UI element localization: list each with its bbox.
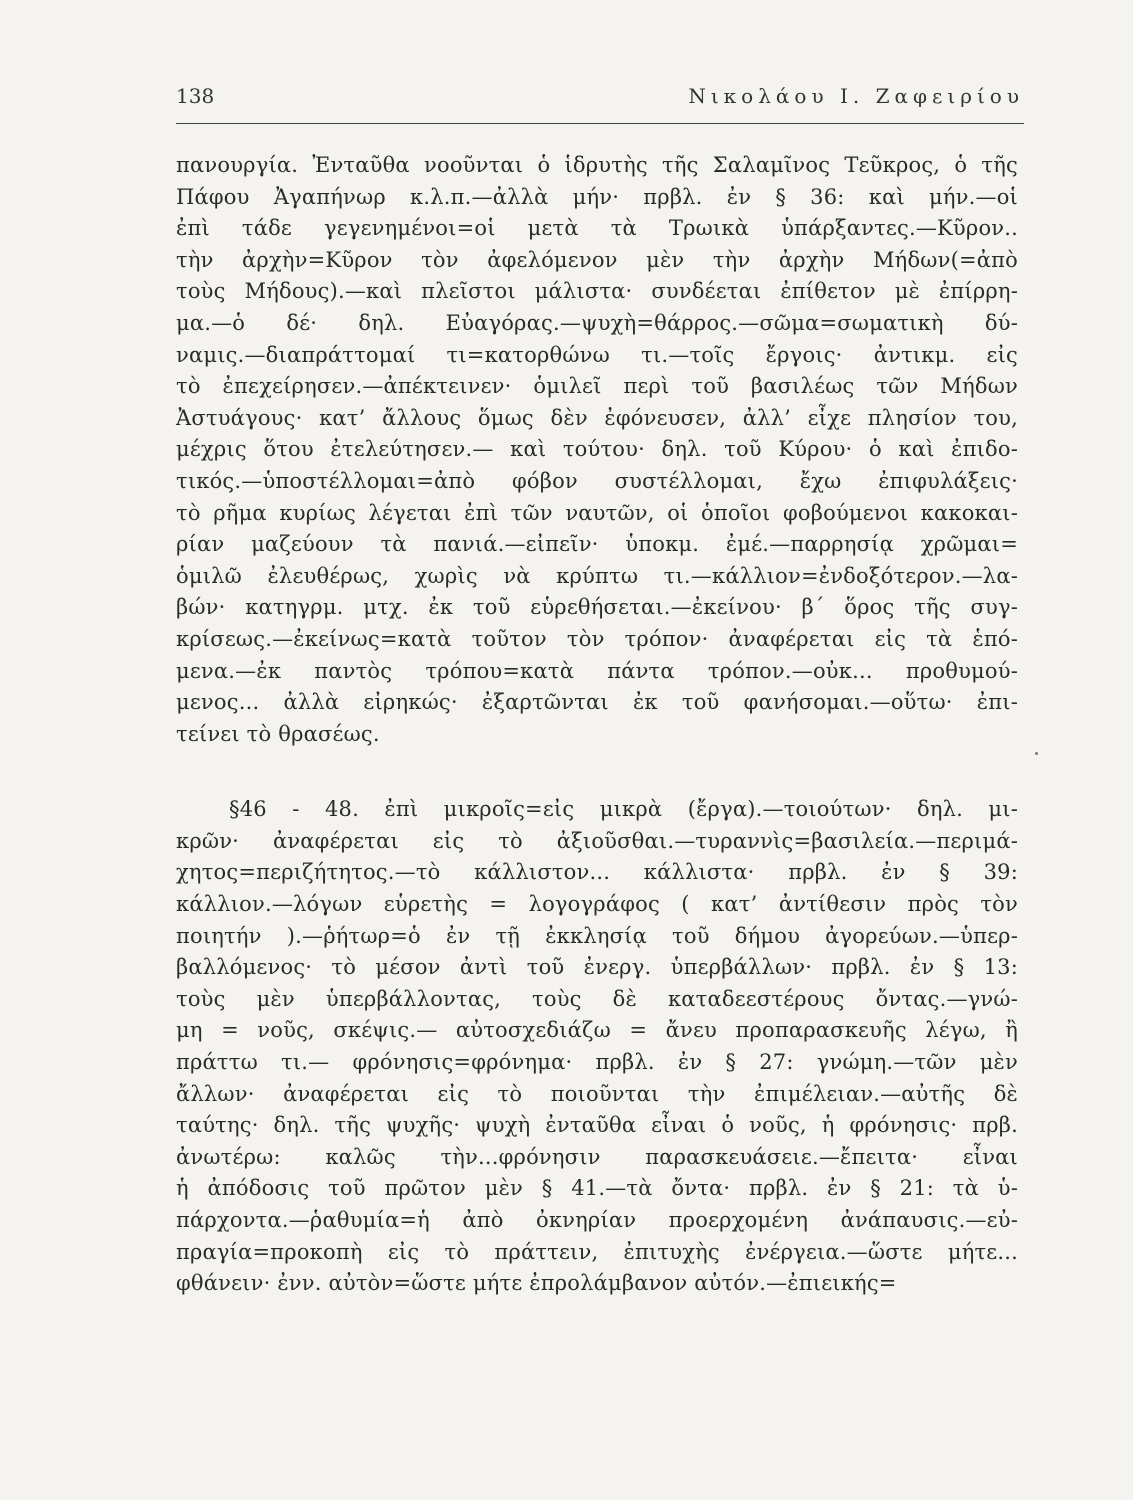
paragraph-gap: [176, 750, 1018, 794]
text-line: πραγία=προκοπὴ εἰς τὸ πράττειν, ἐπιτυχὴς ἐνέργεια.—ὥστε μήτε...: [176, 1239, 1018, 1264]
text-line: τείνει τὸ θρασέως.: [176, 721, 380, 746]
text-line: πάρχοντα.—ῥαθυμία=ἡ ἀπὸ ὀκνηρίαν προερχομένη ἀνάπαυσις.—εὐ-: [176, 1208, 1018, 1232]
text-line: ὁμιλῶ ἐλευθέρως, χωρὶς νὰ κρύπτω τι.—κάλλιον=ἐνδοξότερον.—λα-: [176, 563, 1018, 588]
text-line: ἡ ἀπόδοσις τοῦ πρῶτον μὲν § 41.—τὰ ὄντα· πρβλ. ἐν § 21: τὰ ὑ-: [176, 1176, 1018, 1201]
text-line: πράττω τι.— φρόνησις=φρόνημα· πρβλ. ἐν § 27: γνώμη.—τῶν μὲν: [176, 1050, 1018, 1075]
text-line: §46 - 48. ἐπὶ μικροῖς=εἰς μικρὰ (ἔργα).—τοιούτων· δηλ. μι-: [229, 797, 1018, 822]
text-line: μέχρις ὅτου ἐτελεύτησεν.— καὶ τούτου· δηλ. τοῦ Κύρου· ὁ καὶ ἐπιδο-: [176, 437, 1018, 462]
text-line: τὴν ἀρχὴν=Κῦρον τὸν ἀφελόμενον μὲν τὴν ἀρχὴν Μήδων(=ἀπὸ: [176, 247, 1018, 272]
text-line: χητος=περιζήτητος.—τὸ κάλλιστον... κάλλιστα· πρβλ. ἐν § 39:: [176, 860, 1018, 885]
text-line: κάλλιον.—λόγων εὑρετὴς = λογογράφος ( κατ’ ἀντίθεσιν πρὸς τὸν: [176, 892, 1018, 917]
paragraph-1: [176, 150, 1018, 750]
text-line: βών· κατηγρμ. μτχ. ἐκ τοῦ εὑρεθήσεται.—ἐκείνου· β΄ ὅρος τῆς συγ-: [176, 595, 1018, 620]
text-line: Πάφου Ἀγαπήνωρ κ.λ.π.—ἀλλὰ μήν· πρβλ. ἐν § 36: καὶ μήν.—οἱ: [176, 184, 1018, 209]
text-line: τοὺς Μήδους).—καὶ πλεῖστοι μάλιστα· συνδέεται ἐπίθετον μὲ ἐπίρρη-: [176, 279, 1018, 304]
text-line: βαλλόμενος· τὸ μέσον ἀντὶ τοῦ ἐνεργ. ὑπερβάλλων· πρβλ. ἐν § 13:: [176, 955, 1018, 980]
page-number: 138: [176, 84, 215, 108]
text-line: Ἀστυάγους· κατ’ ἄλλους ὅμως δὲν ἐφόνευσεν, ἀλλ’ εἶχε πλησίον του,: [176, 405, 1018, 430]
text-line: ἀνωτέρω: καλῶς τὴν...φρόνησιν παρασκευάσειε.—ἔπειτα· εἶναι: [176, 1144, 1018, 1169]
text-line: ἄλλων· ἀναφέρεται εἰς τὸ ποιοῦνται τὴν ἐπιμέλειαν.—αὐτῆς δὲ: [176, 1081, 1018, 1106]
text-line: φθάνειν· ἐνν. αὐτὸν=ὥστε μήτε ἐπρολάμβανον αὐτόν.—ἐπιεικής=: [176, 1271, 897, 1296]
text-line: μενα.—ἐκ παντὸς τρόπου=κατὰ πάντα τρόπον.—οὐκ... προθυμού-: [176, 658, 1018, 683]
text-line: μα.—ὁ δέ· δηλ. Εὐαγόρας.—ψυχὴ=θάρρος.—σῶμα=σωματικὴ δύ-: [176, 310, 1018, 335]
page-header: [176, 84, 1024, 108]
text-line: τὸ ρῆμα κυρίως λέγεται ἐπὶ τῶν ναυτῶν, οἱ ὁποῖοι φοβούμενοι κακοκαι-: [176, 500, 1018, 525]
text-line: κρῶν· ἀναφέρεται εἰς τὸ ἀξιοῦσθαι.—τυραννὶς=βασιλεία.—περιμά-: [176, 828, 1018, 853]
text-line: ἐπὶ τάδε γεγενημένοι=οἱ μετὰ τὰ Τρωικὰ ὑπάρξαντες.—Κῦρον..: [176, 216, 1018, 241]
text-line: ταύτης· δηλ. τῆς ψυχῆς· ψυχὴ ἐνταῦθα εἶναι ὁ νοῦς, ἡ φρόνησις· πρβ.: [176, 1113, 1018, 1138]
text-line: τὸ ἐπεχείρησεν.—ἀπέκτεινεν· ὁμιλεῖ περὶ τοῦ βασιλέως τῶν Μήδων: [176, 374, 1018, 399]
running-title: Νικολάου Ι. Ζαφειρίου: [688, 84, 1024, 108]
text-line: μη = νοῦς, σκέψις.— αὐτοσχεδιάζω = ἄνευ προπαρασκευῆς λέγω, ἢ: [176, 1018, 1018, 1043]
text-line: πανουργία. Ἐνταῦθα νοοῦνται ὁ ἱδρυτὴς τῆς Σαλαμῖνος Τεῦκρος, ὁ τῆς: [176, 153, 1018, 177]
header-rule: [176, 123, 1024, 124]
text-line: κρίσεως.—ἐκείνως=κατὰ τοῦτον τὸν τρόπον· ἀναφέρεται εἰς τὰ ἑπό-: [176, 626, 1018, 651]
text-line: μενος... ἀλλὰ εἰρηκώς· ἐξαρτῶνται ἐκ τοῦ φανήσομαι.—οὕτω· ἐπι-: [176, 690, 1018, 715]
paragraph-2: [176, 794, 1018, 1300]
paper-speck: [1035, 752, 1038, 755]
text-line: ποιητήν ).—ῥήτωρ=ὁ ἐν τῇ ἐκκλησίᾳ τοῦ δήμου ἀγορεύων.—ὑπερ-: [176, 923, 1018, 948]
text-line: ρίαν μαζεύουν τὰ πανιά.—εἰπεῖν· ὑποκμ. ἐμέ.—παρρησίᾳ χρῶμαι=: [176, 532, 1018, 557]
commentary-text: [176, 150, 1018, 1300]
text-line: τικός.—ὑποστέλλομαι=ἀπὸ φόβον συστέλλομαι, ἔχω ἐπιφυλάξεις·: [176, 468, 1018, 493]
text-line: ναμις.—διαπράττομαί τι=κατορθώνω τι.—τοῖς ἔργοις· ἀντικμ. εἰς: [176, 342, 1018, 367]
text-line: τοὺς μὲν ὑπερβάλλοντας, τοὺς δὲ καταδεεστέρους ὄντας.—γνώ-: [176, 986, 1018, 1011]
